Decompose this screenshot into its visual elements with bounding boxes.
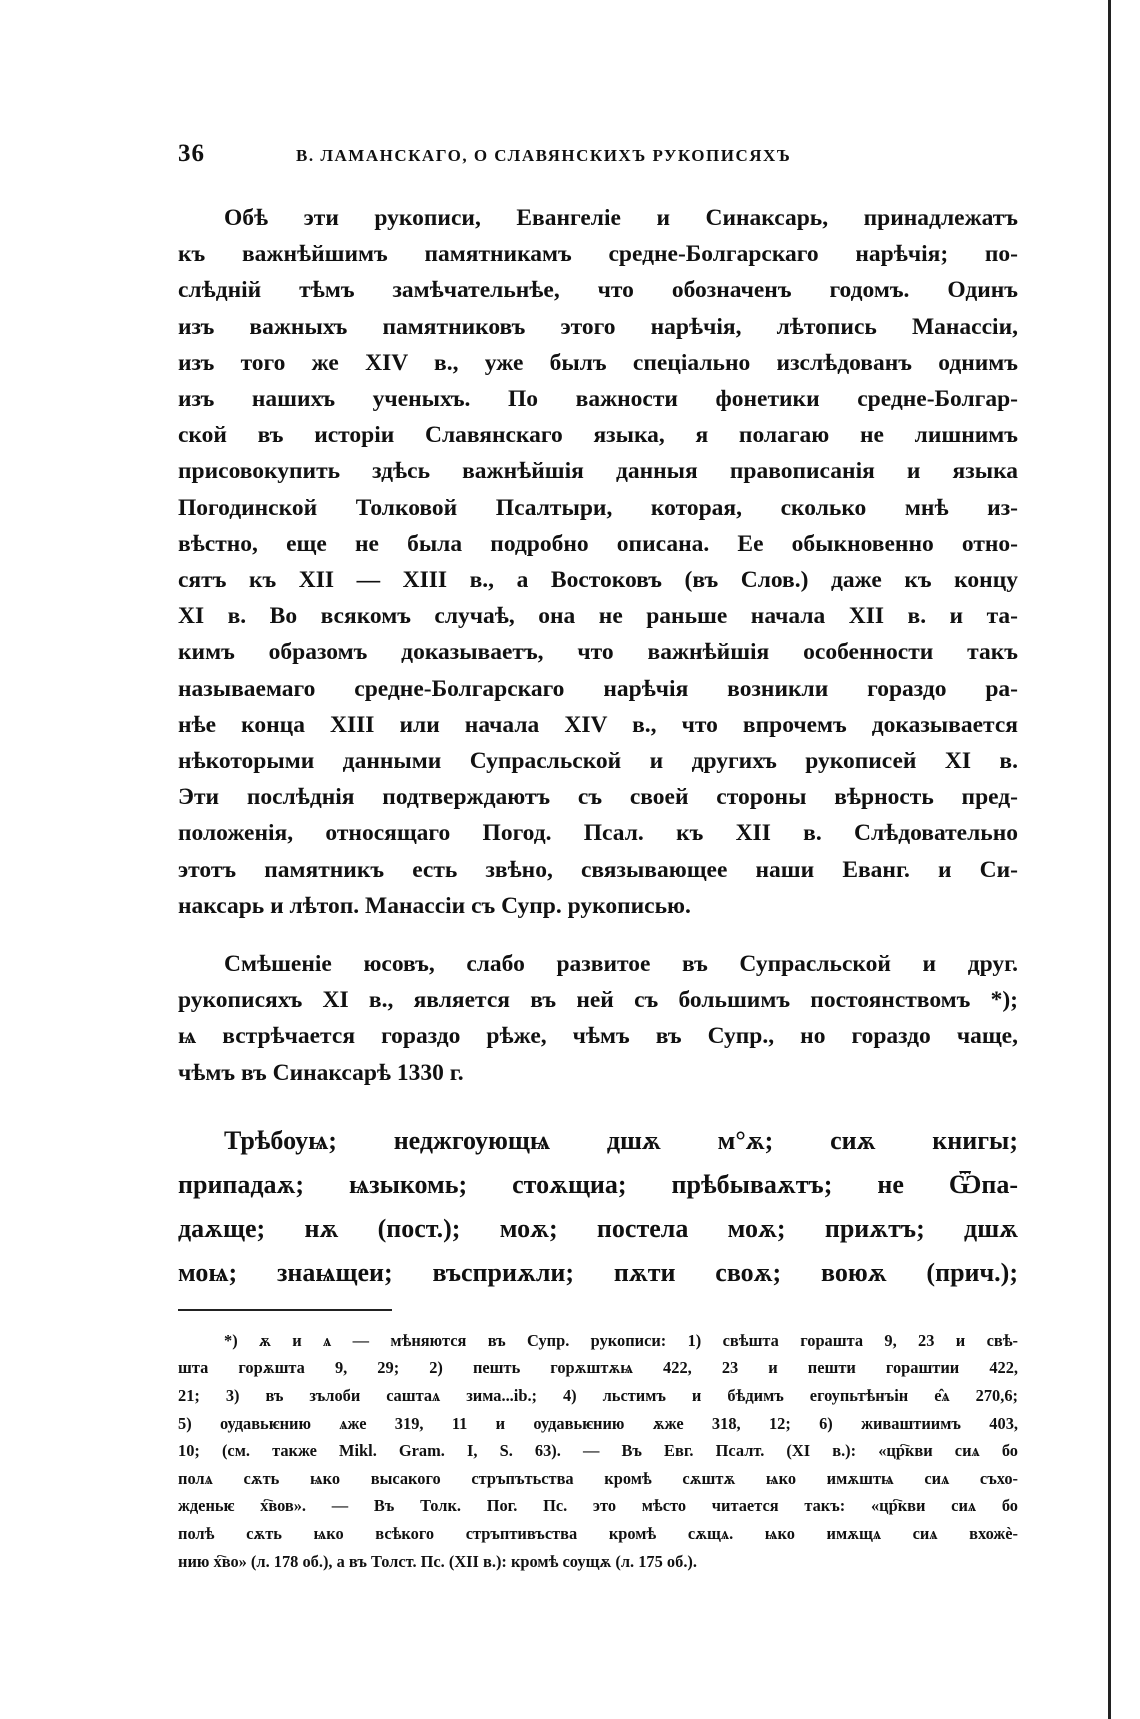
text-line: Эти послѣднія подтверждаютъ съ своей стороны вѣрность пред- — [178, 784, 1018, 811]
text-line: Погодинской Толковой Псалтыри, которая, сколько мнѣ из- — [178, 494, 1018, 521]
text-line: сятъ къ XII — XIII в., а Востоковъ (въ Слов.) даже къ концу — [178, 567, 1018, 594]
text-line: Смѣшеніе юсовъ, слабо развитое въ Супрасльской и друг. — [224, 951, 1018, 978]
page-edge-line — [1108, 0, 1111, 1719]
paragraph-2 — [178, 946, 1018, 1091]
text-line: изъ важныхъ памятниковъ этого нарѣчія, лѣтопись Манассіи, — [178, 313, 1018, 340]
running-head: В. ЛАМАНСКАГО, О СЛАВЯНСКИХЪ РУКОПИСЯХЪ — [296, 146, 792, 165]
text-line: называемаго средне-Болгарскаго нарѣчія возникли гораздо ра- — [178, 675, 1018, 702]
text-line: рукописяхъ XI в., является въ ней съ большимъ постоянствомъ *); — [178, 987, 1018, 1014]
text-line: слѣдній тѣмъ замѣчательнѣе, что обозначенъ годомъ. Одинъ — [178, 277, 1018, 304]
footnote-line: 10; (см. также Mikl. Gram. I, S. 63). — Въ Евг. Псалт. (XI в.): «цр҇кви сиѧ бо — [178, 1441, 1018, 1461]
footnote-line: *) ѫ и ѧ — мѣняются въ Супр. рукописи: 1) свѣшта горашта 9, 23 и свѣ- — [224, 1330, 1018, 1350]
text-line: Трѣбоуѩ; неджгоующѩ дшѫ м°ѫ; сиѫ книгы; — [224, 1125, 1018, 1155]
text-line: вѣстно, еще не была подробно описана. Ее обыкновенно отно- — [178, 530, 1018, 557]
text-line: чѣмъ въ Синаксарѣ 1330 г. — [178, 1059, 464, 1086]
footnote-line: 5) оудавьѥнию ѧже 319, 11 и оудавьѥнию ѫже 318, 12; 6) живaштиимъ 403, — [178, 1413, 1018, 1433]
text-line: изъ нашихъ ученыхъ. По важности фонетики средне-Болгар- — [178, 386, 1018, 413]
text-line: даѫще; нѫ (пост.); моѫ; постела моѫ; приѫтъ; дшѫ — [178, 1213, 1018, 1243]
book-page — [178, 140, 1018, 1575]
text-line: ской въ исторіи Славянскаго языка, я полагаю не лишнимъ — [178, 422, 1018, 449]
page-header — [178, 140, 1018, 180]
paragraph-3-old-slavonic — [178, 1119, 1018, 1295]
text-line: моѩ; знаѩщеи; въсприѫли; пѫти своѫ; воюѫ (прич.); — [178, 1257, 1018, 1287]
footnote-line: шта горѫшта 9, 29; 2) пешть горѫштѫѩ 422, 23 и пешти горaштии 422, — [178, 1358, 1018, 1378]
text-line: XI в. Во всякомъ случаѣ, она не раньше начала XII в. и та- — [178, 603, 1018, 630]
text-line: положенія, относящаго Погод. Псал. къ XII в. Слѣдовательно — [178, 820, 1018, 847]
footnote-line: нию х҇во» (л. 178 об.), а въ Толст. Пс. (XII в.): кромѣ соущѫ (л. 175 об.). — [178, 1551, 697, 1571]
text-line: присовокупить здѣсь важнѣйшія данныя правописанія и языка — [178, 458, 1018, 485]
text-line: кимъ образомъ доказываетъ, что важнѣйшія особенности такъ — [178, 639, 1018, 666]
text-line: припадаѫ; ѩзыкомь; стоѫщиа; прѣбываѫтъ; не Ѿпа- — [178, 1169, 1018, 1199]
text-line: наксарь и лѣтоп. Манассіи съ Супр. рукописью. — [178, 892, 691, 919]
text-line: нѣе конца XIII или начала XIV в., что впрочемъ доказывается — [178, 711, 1018, 738]
text-line: нѣкоторыми данными Супрасльской и другихъ рукописей XI в. — [178, 748, 1018, 775]
text-line: Обѣ эти рукописи, Евангеліе и Синаксарь, принадлежатъ — [224, 205, 1018, 231]
footnote-rule — [178, 1309, 392, 1311]
page-number: 36 — [178, 140, 205, 167]
text-line: ѩ встрѣчается гораздо рѣже, чѣмъ въ Супр., но гораздо чаще, — [178, 1023, 1018, 1050]
paragraph-1 — [178, 200, 1018, 924]
footnote-line: полѧ сѫть ѩко высакого стръпътьства кромѣ сѫштѫ ѩко имѫштѩ сиѧ съхо- — [178, 1468, 1018, 1488]
footnote-line: жденьѥ х҇вов». — Въ Толк. Пог. Пс. это мѣсто читается такъ: «цр҇кви сиѧ бо — [178, 1496, 1018, 1516]
footnote-line: 21; 3) въ зълоби сaштаѧ зима...ib.; 4) льстимъ и бѣдимъ егоупьтѣнъiн е̂ѧ 270,6; — [178, 1386, 1018, 1406]
text-line: изъ того же XIV в., уже былъ спеціально изслѣдованъ однимъ — [178, 349, 1018, 376]
text-line: къ важнѣйшимъ памятникамъ средне-Болгарскаго нарѣчія; по- — [178, 241, 1018, 268]
text-line: этотъ памятникъ есть звѣно, связывающее наши Еванг. и Си- — [178, 856, 1018, 883]
footnote-line: полѣ сѫть ѩко всѣкого стръптивъства кромѣ сѫщѧ. ѩко имѫщѧ сиѧ вхожѐ- — [178, 1524, 1018, 1544]
footnote — [178, 1327, 1018, 1575]
